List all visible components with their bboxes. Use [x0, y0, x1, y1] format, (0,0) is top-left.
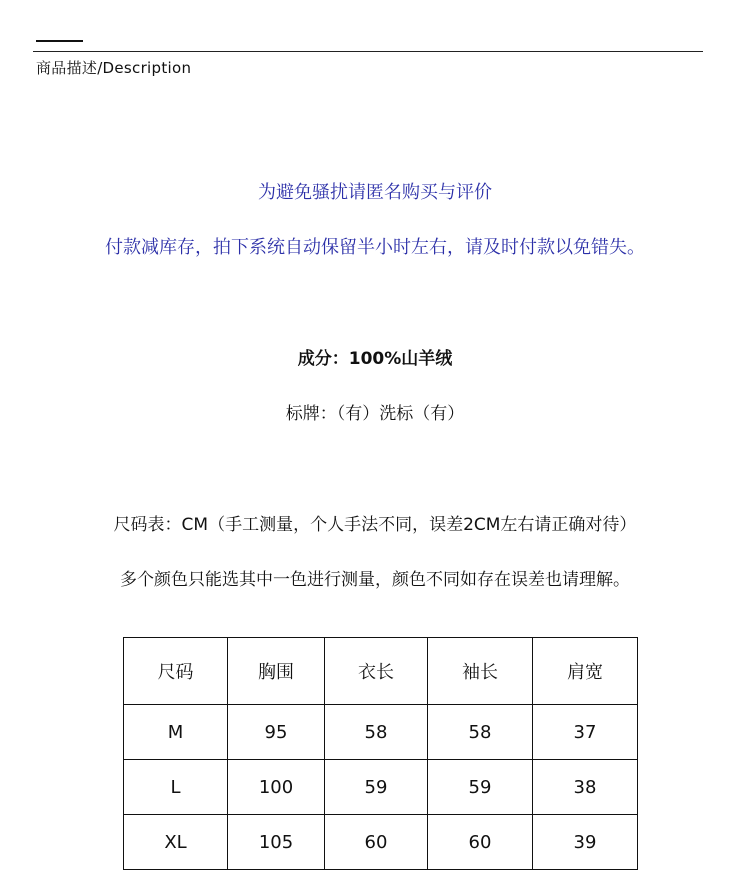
- cell: 58: [428, 705, 533, 760]
- header-accent-line: [36, 40, 83, 42]
- table-header-row: [124, 638, 638, 705]
- cell: XL: [124, 815, 228, 870]
- cell: 58: [325, 705, 428, 760]
- size-table: [123, 637, 638, 870]
- table-row: [124, 815, 638, 870]
- header-cell: 尺码: [124, 638, 228, 705]
- cell: 60: [428, 815, 533, 870]
- cell: 95: [228, 705, 325, 760]
- cell: 37: [533, 705, 638, 760]
- section-title: 商品描述/Description: [36, 59, 192, 77]
- cell: 105: [228, 815, 325, 870]
- color-note: 多个颜色只能选其中一色进行测量，颜色不同如存在误差也请理解。: [120, 570, 630, 590]
- composition: 成分：100%山羊绒: [297, 349, 453, 369]
- labels-info: 标牌：（有）洗标（有）: [285, 404, 465, 424]
- cell: 100: [228, 760, 325, 815]
- cell: 59: [428, 760, 533, 815]
- header-divider: [33, 51, 703, 52]
- table-row: [124, 760, 638, 815]
- cell: 39: [533, 815, 638, 870]
- notice-anonymous: 为避免骚扰请匿名购买与评价: [258, 182, 492, 203]
- cell: 60: [325, 815, 428, 870]
- cell: M: [124, 705, 228, 760]
- notice-payment: 付款减库存，拍下系统自动保留半小时左右，请及时付款以免错失。: [105, 237, 645, 258]
- header-cell: 胸围: [228, 638, 325, 705]
- size-note: 尺码表：CM（手工测量，个人手法不同，误差2CM左右请正确对待）: [113, 515, 637, 535]
- table-row: [124, 705, 638, 760]
- header-cell: 衣长: [325, 638, 428, 705]
- header-cell: 袖长: [428, 638, 533, 705]
- cell: 38: [533, 760, 638, 815]
- cell: L: [124, 760, 228, 815]
- header-cell: 肩宽: [533, 638, 638, 705]
- cell: 59: [325, 760, 428, 815]
